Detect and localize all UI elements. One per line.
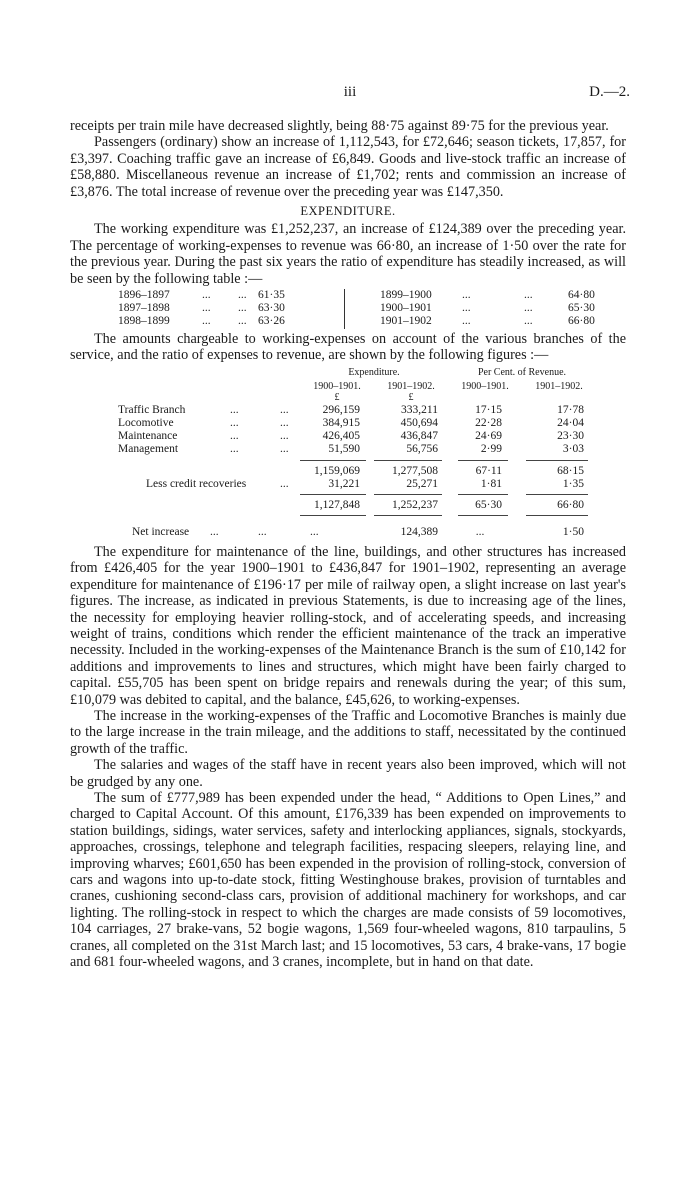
leader-dots: ... <box>230 403 239 416</box>
credit-label: Less credit recoveries <box>146 477 247 490</box>
pct-1900: 2·99 <box>480 442 502 455</box>
rule <box>458 460 508 461</box>
document-reference: D.—2. <box>589 84 630 100</box>
paragraph: The sum of £777,989 has been expended under the head, “ Additions to Open Lines,” and charged to Capital Account. Of this amount, £176,339 has been expended on improvements to station buildings, sidings, water services, safety and interlocking appliances, signals, stockyards, approaches, crossings, telephone and telegraph facilities, respacing sleepers, relaying line, and improving wharves; £601,650 has been expended in the provision of rolling-stock, conversion of cars and wagons into up-to-date stock, fitting Westinghouse brakes, provision of turntables and cranes, cushioning second-class cars, provision of additional machinery for workshops, and car lighting. The rolling-stock in respect to which the charges are made consists of 59 locomotives, 104 carriages, 27 brake-vans, 52 bogie wagons, 1,569 four-wheeled wagons, 810 tarpaulins, 5 cranes, all completed on the 31st March last; and 15 locomotives, 53 cars, 4 brake-vans, 17 bogie and 681 four-wheeled wagons, and 3 cranes, incomplete, but in hand on that date. <box>70 789 626 971</box>
pct-1901: 24·04 <box>557 416 584 429</box>
total-pct-1900: 65·30 <box>475 498 502 511</box>
leader-dots: ... <box>258 525 267 538</box>
subtotal-exp-1901: 1,277,508 <box>392 464 438 477</box>
leader-dots: ... <box>238 302 247 315</box>
net-exp-1901: 124,389 <box>400 525 438 538</box>
exp-1901: 450,694 <box>400 416 438 429</box>
ratio-year: 1897–1898 <box>118 302 170 315</box>
paragraph: The increase in the working-expenses of the Traffic and Locomotive Branches is mainly due to the large increase in the train mileage, and the additions to staff, necessitated by the continued growth of the traffic. <box>70 707 626 757</box>
currency-symbol: £ <box>408 391 414 403</box>
branch-expenditure-table <box>70 366 626 542</box>
header-percent-revenue: Per Cent. of Revenue. <box>477 366 567 378</box>
leader-dots: ... <box>230 429 239 442</box>
ratio-value: 66·80 <box>568 315 595 328</box>
leader-dots: ... <box>310 525 319 538</box>
branch-label: Maintenance <box>118 429 178 442</box>
leader-dots: ... <box>524 315 533 328</box>
rule <box>374 494 442 495</box>
leader-dots: ... <box>280 403 289 416</box>
leader-dots: ... <box>202 289 211 302</box>
ratio-leaders-left <box>202 289 211 328</box>
ratio-values-left <box>258 289 285 328</box>
exp-1900: 426,405 <box>322 429 360 442</box>
credit-exp-1900: 31,221 <box>328 477 360 490</box>
leader-dots: ... <box>462 302 471 315</box>
pct-1901: 23·30 <box>557 429 584 442</box>
pct-1900: 22·28 <box>475 416 502 429</box>
currency-symbol: £ <box>334 391 340 403</box>
page-number: iii <box>343 84 357 100</box>
subtotal-pct-1900: 67·11 <box>475 464 502 477</box>
pct-1900: 17·15 <box>475 403 502 416</box>
exp-1901: 56,756 <box>406 442 438 455</box>
col-header-pct-1901: 1901–1902. <box>535 380 583 392</box>
total-exp-1900: 1,127,848 <box>314 498 360 511</box>
rule <box>300 515 366 516</box>
branch-label: Locomotive <box>118 416 174 429</box>
credit-pct-1901: 1·35 <box>562 477 584 490</box>
leader-dots: ... <box>202 302 211 315</box>
rule <box>300 494 366 495</box>
leader-dots: ... <box>280 416 289 429</box>
rule <box>526 494 588 495</box>
col-header-exp-1900: 1900–1901. <box>313 380 361 392</box>
rule <box>526 515 588 516</box>
ratio-year: 1896–1897 <box>118 289 170 302</box>
ratio-year: 1900–1901 <box>380 302 432 315</box>
paragraph: The amounts chargeable to working-expenses on account of the various branches of the service, and the ratio of expenses to revenue, are shown by the following figures :— <box>70 331 626 364</box>
pct-1901: 17·78 <box>557 403 584 416</box>
leader-dots: ... <box>210 525 219 538</box>
ratio-value: 63·30 <box>258 302 285 315</box>
leader-dots: ... <box>524 289 533 302</box>
ratio-value: 61·35 <box>258 289 285 302</box>
leader-dots: ... <box>238 315 247 328</box>
ratio-value: 63·26 <box>258 315 285 328</box>
ratio-years-right <box>380 289 432 328</box>
leader-dots: ... <box>230 442 239 455</box>
rule <box>300 460 366 461</box>
ratio-years-left <box>118 289 170 328</box>
ratio-table <box>70 289 626 329</box>
leader-dots: ... <box>238 289 247 302</box>
exp-1901: 333,211 <box>401 403 438 416</box>
rule <box>458 515 508 516</box>
ratio-value: 64·80 <box>568 289 595 302</box>
subtotal-pct-1901: 68·15 <box>557 464 584 477</box>
credit-pct-1900: 1·81 <box>480 477 502 490</box>
net-pct-1901: 1·50 <box>562 525 584 538</box>
rule <box>526 460 588 461</box>
leader-dots: ... <box>462 315 471 328</box>
paragraph: The expenditure for maintenance of the line, buildings, and other structures has increased from £426,405 for the year 1900–1901 to £436,847 for 1901–1902, representing an average expenditure for maintenance of £196·17 per mile of railway open, a slight increase on last year's figures. The increase, as indicated in previous Statements, is due to increasing age of the lines, the necessity for employing heavier rolling-stock, and of accelerating speeds, and increasing weight of trains, conditions which render the efficient maintenance of the track an imperative necessity. Included in the working-expenses of the Maintenance Branch is the sum of £10,142 for additions and improvements to lines and structures, which might have been fairly charged to capital. £55,705 has been spent on bridge repairs and renewals during the year; of this sum, £10,079 was debited to capital, and the balance, £45,626, to working-expenses. <box>70 543 626 708</box>
section-heading: EXPENDITURE. <box>300 204 396 219</box>
branch-label: Traffic Branch <box>118 403 186 416</box>
subtotal-exp-1900: 1,159,069 <box>314 464 360 477</box>
ratio-leaders-right <box>462 289 471 328</box>
col-header-pct-1900: 1900–1901. <box>461 380 509 392</box>
ratio-value: 65·30 <box>568 302 595 315</box>
leader-dots: ... <box>462 289 471 302</box>
leader-dots: ... <box>202 315 211 328</box>
col-header-exp-1901: 1901–1902. <box>387 380 435 392</box>
exp-1900: 51,590 <box>328 442 360 455</box>
ratio-values-right <box>568 289 595 328</box>
ratio-divider <box>344 289 345 329</box>
ratio-leaders-left-2 <box>238 289 247 328</box>
leader-dots: ... <box>280 477 289 490</box>
leader-dots: ... <box>280 429 289 442</box>
credit-exp-1901: 25,271 <box>406 477 438 490</box>
exp-1900: 384,915 <box>322 416 360 429</box>
pct-1901: 3·03 <box>562 442 584 455</box>
branch-label: Management <box>118 442 179 455</box>
header-expenditure: Expenditure. <box>348 366 400 378</box>
leader-dots: ... <box>230 416 239 429</box>
rule <box>458 494 508 495</box>
net-label: Net increase <box>132 525 190 538</box>
paragraph: receipts per train mile have decreased slightly, being 88·75 against 89·75 for the previous year. <box>70 118 609 134</box>
paragraph: The working expenditure was £1,252,237, an increase of £124,389 over the preceding year. The percentage of working-expenses to revenue was 66·80, an increase of 1·50 over the rate for the previous year. During the past six years the ratio of expenditure has steadily increased, as will be seen by the following table :— <box>70 221 626 287</box>
total-exp-1901: 1,252,237 <box>392 498 438 511</box>
rule <box>374 515 442 516</box>
exp-1900: 296,159 <box>322 403 360 416</box>
total-pct-1901: 66·80 <box>557 498 584 511</box>
paragraph: Passengers (ordinary) show an increase of 1,112,543, for £72,646; season tickets, 17,857, for £3,397. Coaching traffic gave an increase of £6,849. Goods and live-stock traffic an increase of £58,880. Miscellaneous revenue an increase of £1,702; rents and commission an increase of £3,876. The total increase of revenue over the preceding year was £147,350. <box>70 134 626 200</box>
ratio-year: 1899–1900 <box>380 289 432 302</box>
rule <box>374 460 442 461</box>
exp-1901: 436,847 <box>400 429 438 442</box>
ratio-leaders-right-2 <box>524 289 533 328</box>
page-body <box>70 118 626 970</box>
paragraph: The salaries and wages of the staff have in recent years also been improved, which will not be grudged by any one. <box>70 757 626 790</box>
ratio-year: 1898–1899 <box>118 315 170 328</box>
pct-1900: 24·69 <box>475 429 502 442</box>
leader-dots: ... <box>280 442 289 455</box>
leader-dots: ... <box>524 302 533 315</box>
net-pct-1900: ... <box>475 525 485 538</box>
ratio-year: 1901–1902 <box>380 315 432 328</box>
